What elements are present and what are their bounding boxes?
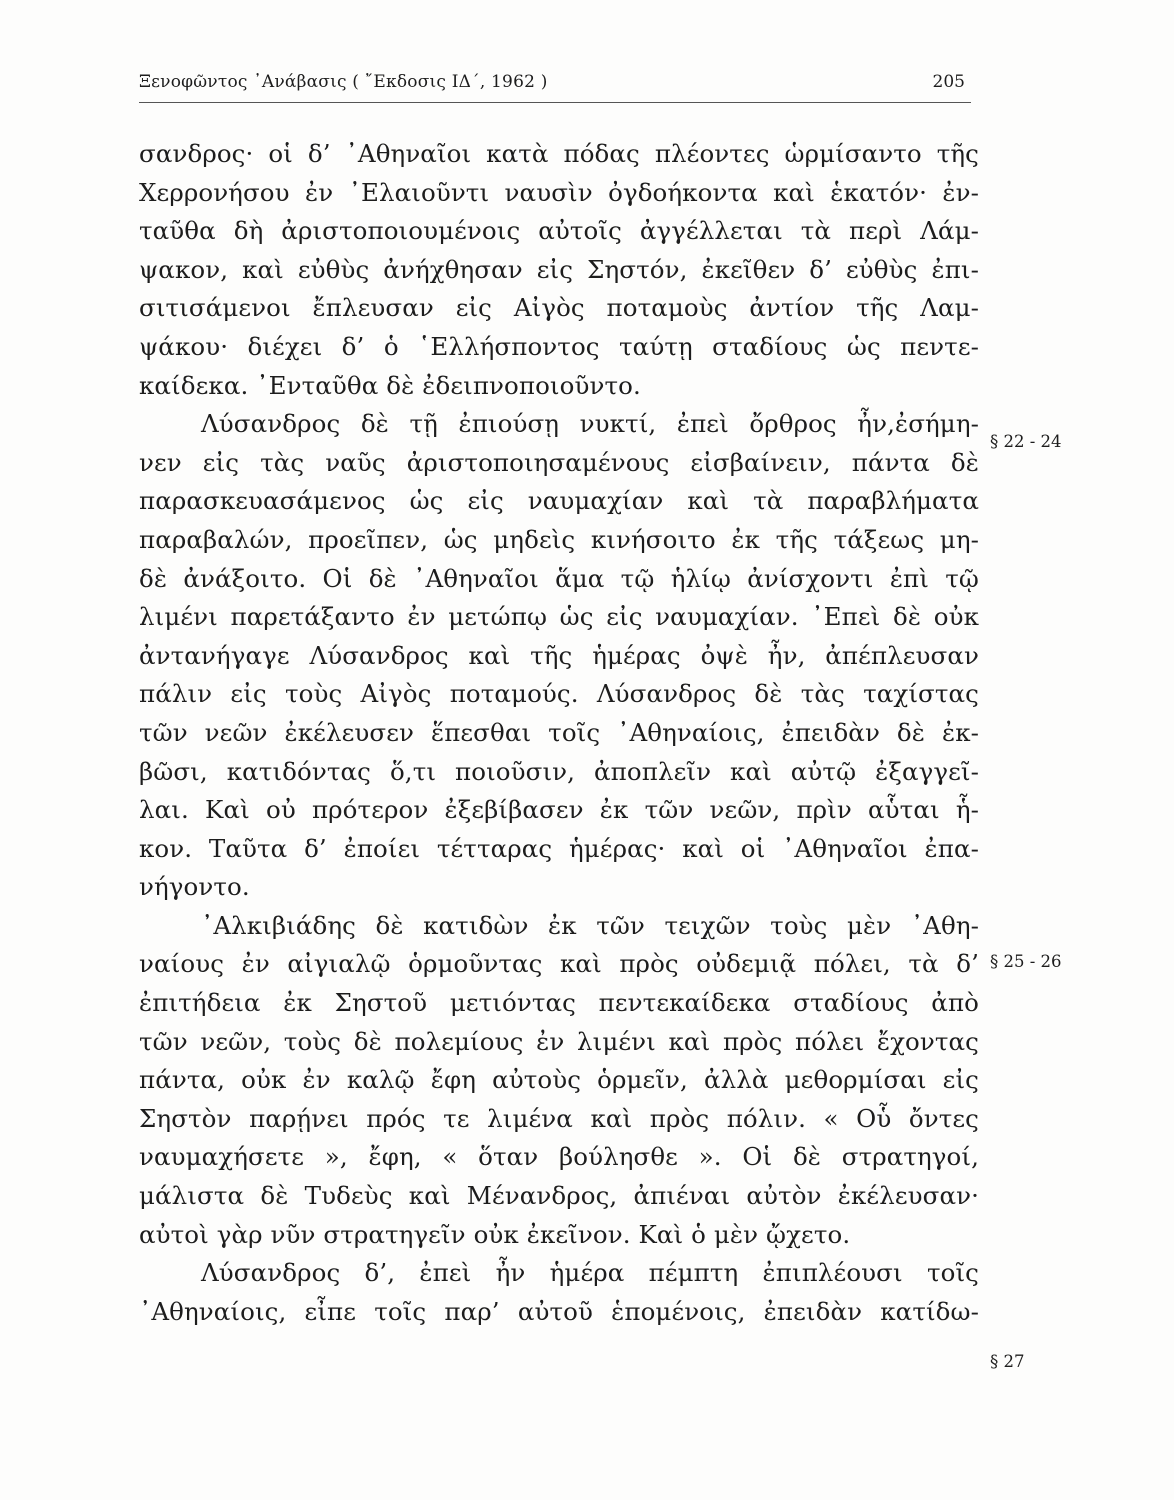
text-line: μάλιστα δὲ Τυδεὺς καὶ Μένανδρος, ἀπιέναι αὐτὸν ἐκέλευσαν· (139, 1181, 979, 1211)
text-line: νεν εἰς τὰς ναῦς ἀριστοποιησαμένους εἰσβαίνειν, πάντα δὲ (139, 447, 979, 477)
text-line: τῶν νεῶν ἐκέλευσεν ἕπεσθαι τοῖς ᾿Αθηναίοις, ἐπειδὰν δὲ ἐκ- (139, 717, 979, 747)
text-line: παραβαλών, προεῖπεν, ὡς μηδεὶς κινήσοιτο ἐκ τῆς τάξεως μη- (139, 524, 979, 554)
text-line: καίδεκα. ᾿Ενταῦθα δὲ ἐδειπνοποιοῦντο. (139, 370, 641, 400)
text-line: Λύσανδρος δ’, ἐπεὶ ἦν ἡμέρα πέμπτη ἐπιπλέουσι τοῖς (201, 1258, 979, 1288)
text-line: Χερρονήσου ἐν ᾿Ελαιοῦντι ναυσὶν ὀγδοήκοντα καὶ ἑκατόν· ἐν- (139, 177, 979, 207)
text-line: τῶν νεῶν, τοὺς δὲ πολεμίους ἐν λιμένι καὶ πρὸς πόλει ἔχοντας (139, 1026, 979, 1056)
text-line: σανδρος· οἱ δ’ ᾿Αθηναῖοι κατὰ πόδας πλέοντες ὡρμίσαντο τῆς (139, 139, 979, 168)
text-line: ἀντανήγαγε Λύσανδρος καὶ τῆς ἡμέρας ὀψὲ ἦν, ἀπέπλευσαν (139, 640, 979, 670)
text-line: δὲ ἀνάξοιτο. Οἱ δὲ ᾿Αθηναῖοι ἅμα τῷ ἡλίῳ ἀνίσχοντι ἐπὶ τῷ (139, 563, 979, 593)
text-line: ταῦθα δὴ ἀριστοποιουμένοις αὐτοῖς ἀγγέλλεται τὰ περὶ Λάμ- (139, 216, 979, 246)
text-line: ψακον, καὶ εὐθὺς ἀνήχθησαν εἰς Σηστόν, ἐκεῖθεν δ’ εὐθὺς ἐπι- (139, 254, 979, 284)
text-line: ναυμαχήσετε », ἔφη, « ὅταν βούλησθε ». Οἱ δὲ στρατηγοί, (139, 1142, 979, 1172)
margin-section-ref: § 22 - 24 (990, 432, 1062, 451)
page-number: 205 (932, 72, 965, 92)
text-line: κον. Ταῦτα δ’ ἐποίει τέτταρας ἡμέρας· καὶ οἱ ᾿Αθηναῖοι ἐπα- (139, 833, 979, 863)
text-line: λαι. Καὶ οὐ πρότερον ἐξεβίβασεν ἐκ τῶν νεῶν, πρὶν αὗται ἧ- (139, 795, 979, 825)
text-line: Λύσανδρος δὲ τῇ ἐπιούσῃ νυκτί, ἐπεὶ ὄρθρος ἦν,ἐσήμη- (201, 409, 979, 439)
text-line: ἐπιτήδεια ἐκ Σηστοῦ μετιόντας πεντεκαίδεκα σταδίους ἀπὸ (139, 988, 979, 1018)
text-line: πάντα, οὐκ ἐν καλῷ ἔφη αὐτοὺς ὁρμεῖν, ἀλλὰ μεθορμίσαι εἰς (139, 1065, 979, 1095)
text-line: ψάκου· διέχει δ’ ὁ ῾Ελλήσποντος ταύτῃ σταδίους ὡς πεντε- (139, 331, 979, 361)
running-head: Ξενοφῶντος ᾿Ανάβασις ( ῎Εκδοσις ΙΔ΄, 1962 ) (139, 72, 548, 92)
page-header (139, 72, 971, 103)
text-line: λιμένι παρετάξαντο ἐν μετώπῳ ὡς εἰς ναυμαχίαν. ᾿Επεὶ δὲ οὐκ (139, 602, 979, 632)
text-line: νήγοντο. (139, 872, 250, 902)
text-line: παρασκευασάμενος ὡς εἰς ναυμαχίαν καὶ τὰ παραβλήματα (139, 486, 979, 516)
text-line: πάλιν εἰς τοὺς Αἰγὸς ποταμούς. Λύσανδρος δὲ τὰς ταχίστας (139, 679, 979, 709)
text-line: ᾿Αλκιβιάδης δὲ κατιδὼν ἐκ τῶν τειχῶν τοὺς μὲν ᾿Αθη- (201, 910, 979, 940)
margin-section-ref: § 25 - 26 (990, 952, 1062, 971)
text-line: ναίους ἐν αἰγιαλῷ ὁρμοῦντας καὶ πρὸς οὐδεμιᾷ πόλει, τὰ δ’ (139, 949, 979, 979)
text-line: αὐτοὶ γὰρ νῦν στρατηγεῖν οὐκ ἐκεῖνον. Καὶ ὁ μὲν ᾤχετο. (139, 1219, 851, 1249)
text-line: βῶσι, κατιδόντας ὅ,τι ποιοῦσιν, ἀποπλεῖν καὶ αὐτῷ ἐξαγγεῖ- (139, 756, 979, 786)
text-line: σιτισάμενοι ἔπλευσαν εἰς Αἰγὸς ποταμοὺς ἀντίον τῆς Λαμ- (139, 293, 979, 323)
margin-section-ref: § 27 (990, 1352, 1025, 1371)
text-body (139, 135, 979, 1331)
text-line: ᾿Αθηναίοις, εἶπε τοῖς παρ’ αὐτοῦ ἑπομένοις, ἐπειδὰν κατίδω- (139, 1296, 979, 1326)
text-line: Σηστὸν παρῄνει πρός τε λιμένα καὶ πρὸς πόλιν. « Οὗ ὄντες (139, 1103, 979, 1133)
